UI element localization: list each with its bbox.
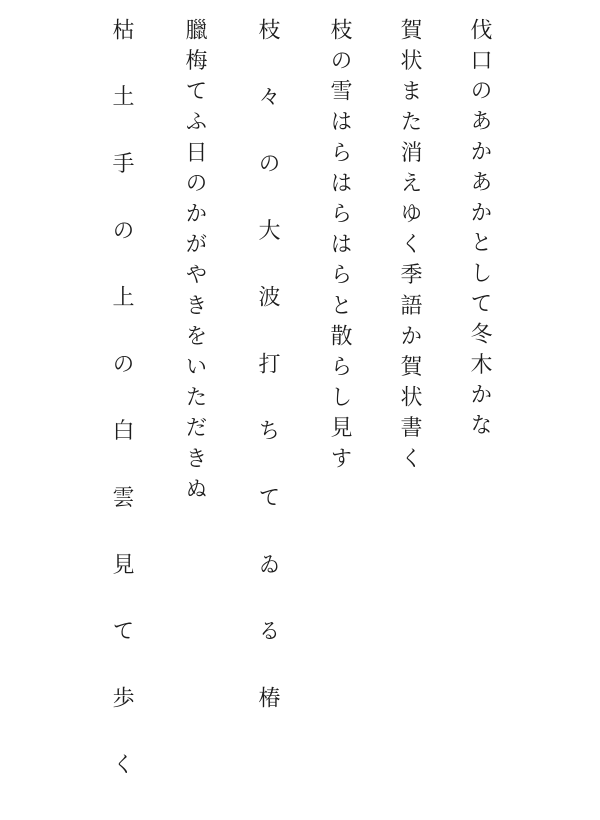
haiku-line-4: 枝々の大波打ちてゐる椿 [255, 18, 280, 753]
haiku-line-3: 枝の雪はらはらはらと散らし見す [327, 18, 352, 477]
haiku-line-6: 枯土手の上の白雲見て歩く [109, 18, 134, 820]
haiku-line-2: 賀状また消えゆく季語か賀状書く [397, 18, 422, 477]
haiku-line-5: 臘梅てふ日のかがやきをいただきぬ [182, 18, 207, 508]
haiku-line-1: 伐口のあかあかとして冬木かな [467, 18, 492, 444]
